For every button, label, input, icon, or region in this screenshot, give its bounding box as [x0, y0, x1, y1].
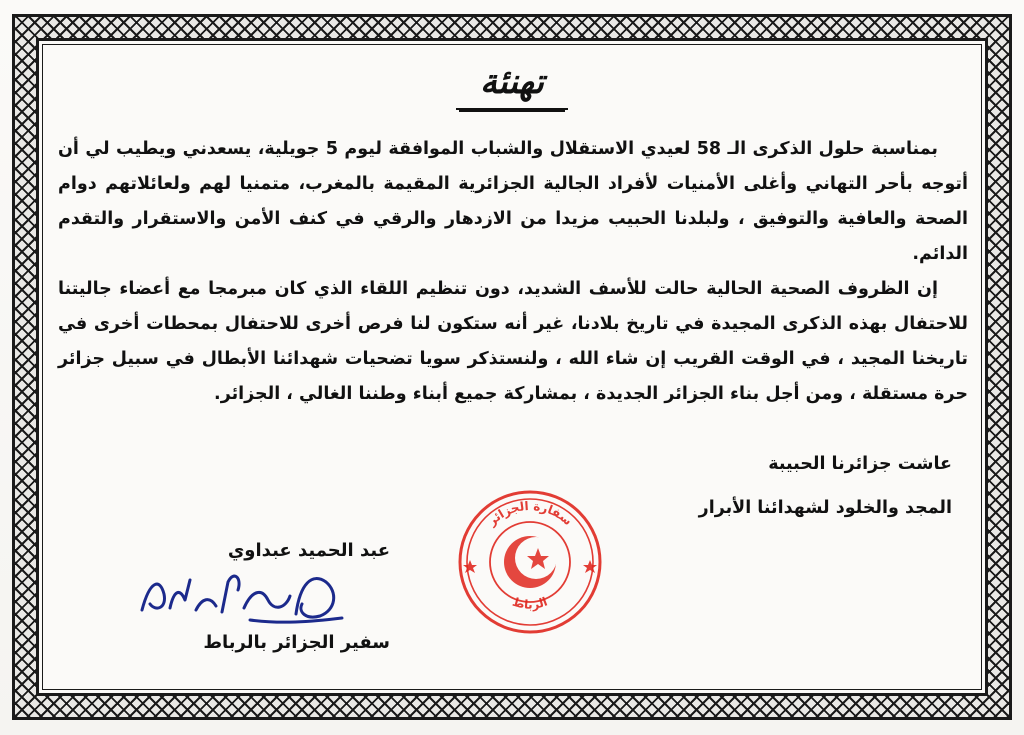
stamp-top-text: سفارة الجزائر	[484, 498, 575, 529]
handwritten-signature	[130, 560, 360, 630]
closing-line-1: عاشت جزائرنا الحبيبة	[768, 454, 952, 474]
closing-line-2: المجد والخلود لشهدائنا الأبرار	[698, 498, 952, 518]
title-text: تهنئة	[456, 62, 568, 110]
svg-text:الرباط	[511, 595, 550, 612]
official-stamp	[456, 488, 604, 636]
svg-text:سفارة الجزائر	[484, 499, 575, 529]
stamp-bottom-text: الرباط	[510, 594, 550, 612]
left-star-icon	[463, 560, 477, 573]
paragraph-1: بمناسبة حلول الذكرى الـ 58 لعيدي الاستقلال والشباب الموافقة ليوم 5 جويلية، يسعدني ويطيب لي أن أتوجه بأحر التهاني وأغلى الأمنيات لأفراد الجالية الجزائرية المقيمة بالمغرب، متمنيا لهم ولعائلاتهم دوام الصحة والعافية والتوفيق ، ولبلدنا الحبيب مزيدا من الازدهار والرقي في كنف الأمن والاستقرار والتقدم الدائم.	[58, 139, 968, 264]
signatory-name: عبد الحميد عبداوي	[227, 540, 390, 561]
emblem-icon	[504, 536, 557, 588]
letter-body	[58, 132, 968, 412]
right-star-icon	[583, 560, 597, 573]
document-title	[0, 62, 1024, 110]
signatory-title: سفير الجزائر بالرباط	[203, 632, 390, 653]
paragraph-2: إن الظروف الصحية الحالية حالت للأسف الشديد، دون تنظيم اللقاء الذي كان مبرمجا مع أعضاء جاليتنا للاحتفال بهذه الذكرى المجيدة في تاريخ بلادنا، غير أنه ستكون لنا فرص أخرى للاحتفال بمحطات أخرى في تاريخنا المجيد ، في الوقت القريب إن شاء الله ، ولنستذكر سويا تضحيات شهدائنا الأبطال في سبيل جزائر حرة مستقلة ، ومن أجل بناء الجزائر الجديدة ، بمشاركة جميع أبناء وطننا الغالي ، الجزائر.	[58, 279, 968, 404]
